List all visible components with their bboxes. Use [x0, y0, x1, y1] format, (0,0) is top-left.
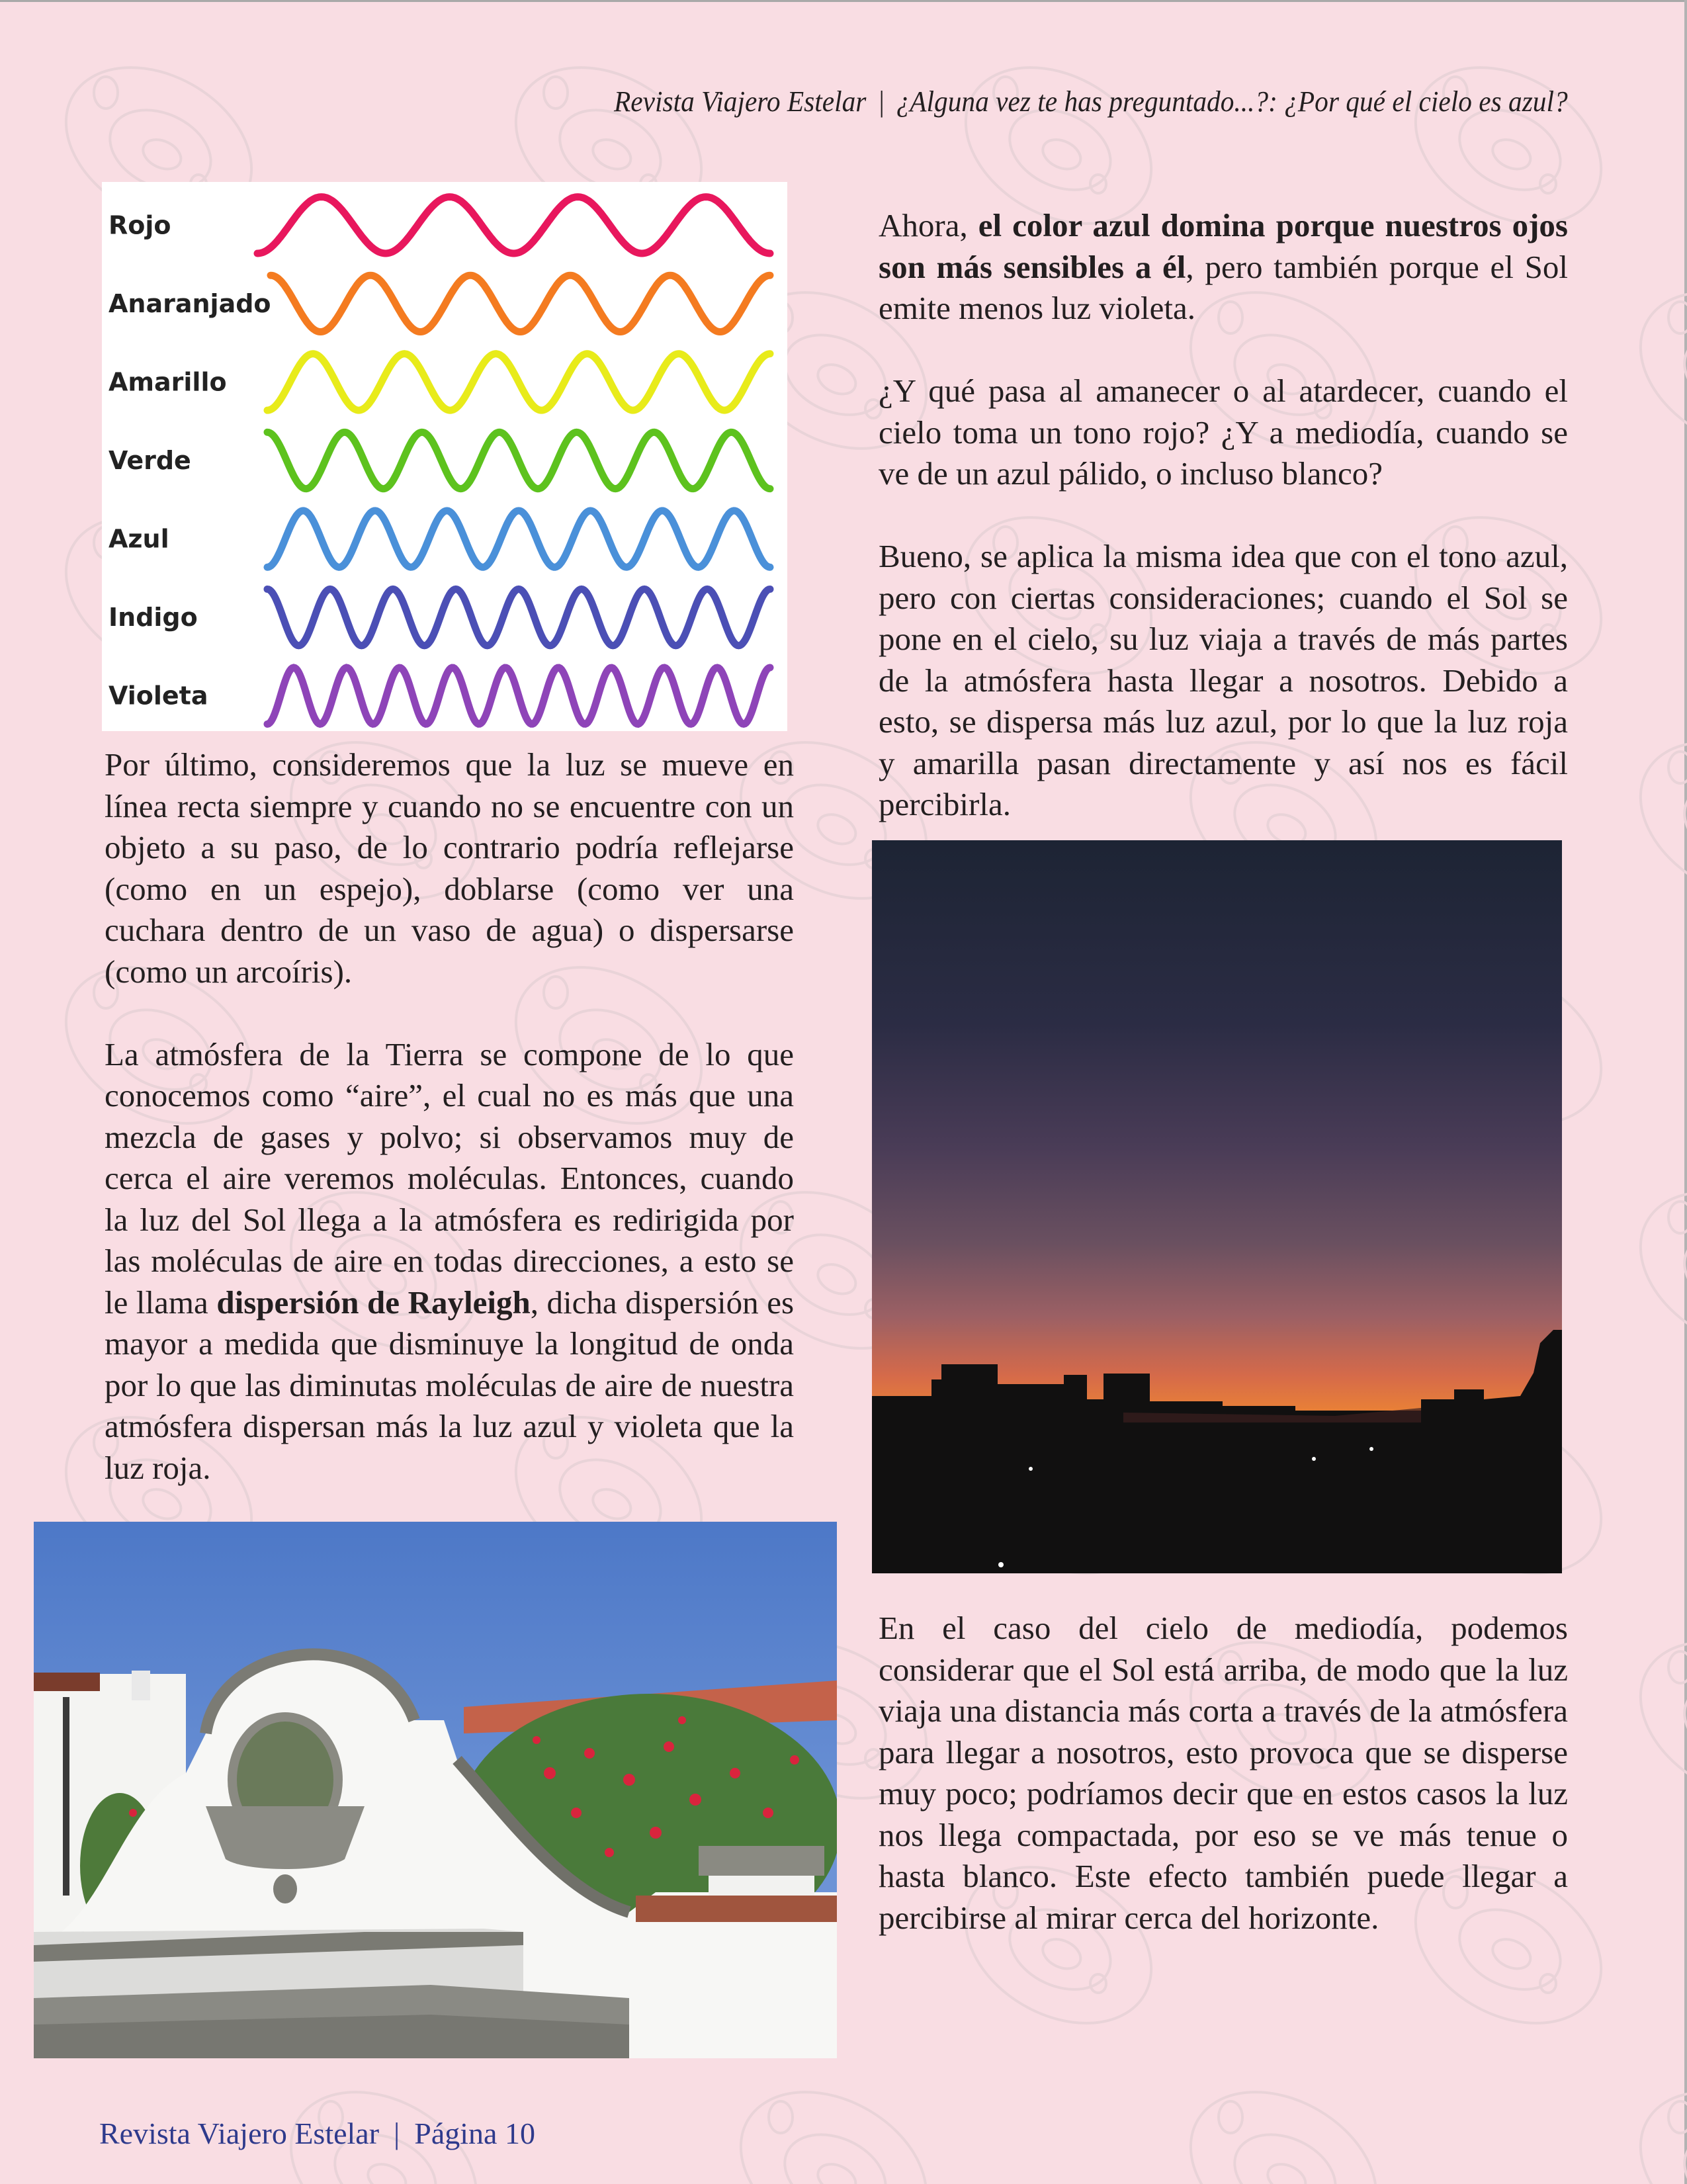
wave-label-rojo: Rojo	[108, 210, 171, 240]
orbit-pattern-motif	[1163, 2060, 1405, 2184]
key-statement-blue: el color azul domina porque nuestros ojos son más sensibles a él	[879, 207, 1568, 285]
wave-anaranjado	[271, 275, 770, 331]
left-column	[105, 744, 794, 1489]
header-separator: |	[877, 85, 886, 118]
wave-label-anaranjado: Anaranjado	[108, 288, 271, 318]
wave-label-violeta: Violeta	[108, 681, 208, 711]
wave-label-amarillo: Amarillo	[108, 367, 227, 397]
wavelength-waves	[102, 182, 787, 731]
orbit-pattern-motif	[1613, 2060, 1687, 2184]
orbit-pattern-motif	[1613, 1160, 1687, 1380]
paragraph-blue-rest: , pero también porque el Sol emite menos luz violeta.	[879, 248, 1568, 326]
paragraph-midday: En el caso del cielo de mediodía, podemos considerar que el Sol está arriba, de modo que la luz viaja una distancia más corta a través de la atmósfera para llegar a nosotros, esto provoca que se disperse muy poco; podríamos decir que en estos casos la luz nos llega compactada, por eso se ve más tenue o hasta blanco. Este efecto también puede llegar a percibirse al mirar cerca del horizonte.	[879, 1610, 1568, 1936]
wave-verde	[267, 432, 770, 488]
wave-amarillo	[267, 354, 770, 410]
sunset-photo	[872, 840, 1562, 1573]
header-section-title: ¿Alguna vez te has preguntado...?: ¿Por qué el cielo es azul?	[896, 85, 1568, 118]
wave-label-indigo: Indigo	[108, 603, 198, 633]
footer-magazine-name: Revista Viajero Estelar	[99, 2117, 380, 2150]
wave-azul	[267, 511, 770, 567]
wave-rojo	[257, 197, 770, 253]
paragraph-blue-dominates	[879, 205, 1568, 329]
paragraph-questions: ¿Y qué pasa al amanecer o al atardecer, cuando el cielo toma un tono rojo? ¿Y a mediodía, cuando se ve de un azul pálido, o incluso blanco?	[879, 372, 1568, 492]
page-footer	[99, 2116, 535, 2151]
term-rayleigh-scattering: dispersión de Rayleigh	[216, 1284, 531, 1321]
paragraph-rayleigh	[105, 1034, 794, 1489]
wave-label-verde: Verde	[108, 446, 191, 475]
paragraph-light-path: Por último, consideremos que la luz se mueve en línea recta siempre y cuando no se encuentre con un objeto a su paso, de lo contrario podría reflejarse (como en un espejo), doblarse (como ver una cuchara dentro de un vaso de agua) o dispersarse (como un arcoíris).	[105, 746, 794, 990]
paragraph-rayleigh-intro: La atmósfera de la Tierra se compone de lo que conocemos como “aire”, el cual no es más que una mezcla de gases y polvo; si observamos muy de cerca el aire veremos moléculas. Entonces, cuando la luz del Sol llega a la atmósfera es redirigida por las moléculas de aire en todas direcciones, a esto se le llama	[105, 1035, 794, 1321]
right-column-top	[879, 205, 1568, 826]
paragraph-sunset: Bueno, se aplica la misma idea que con el tono azul, pero con ciertas consideraciones; cuando el Sol se pone en el cielo, su luz viaja a través de más partes de la atmósfera hasta llegar a nosotros. Debido a esto, se dispersa más luz azul, por lo que la luz roja y amarilla pasan directamente y así nos es fácil percibirla.	[879, 538, 1568, 822]
running-header	[614, 85, 1568, 118]
wave-violeta	[267, 668, 770, 724]
wave-label-azul: Azul	[108, 524, 169, 554]
right-column-bottom	[879, 1608, 1568, 1939]
orbit-pattern-motif	[1613, 1610, 1687, 1830]
wavelength-figure	[102, 182, 787, 731]
orbit-pattern-motif	[1613, 711, 1687, 930]
footer-page-number: Página 10	[414, 2117, 535, 2150]
header-magazine-name: Revista Viajero Estelar	[614, 85, 867, 118]
fountain-photo	[34, 1522, 837, 2058]
paragraph-rayleigh-rest: , dicha dispersión es mayor a medida que disminuye la longitud de onda por lo que las diminutas moléculas de aire de nuestra atmósfera dispersan más la luz azul y violeta que la luz roja.	[105, 1284, 795, 1486]
paragraph-blue-intro: Ahora,	[879, 207, 978, 243]
orbit-pattern-motif	[1613, 261, 1687, 480]
footer-separator: |	[394, 2117, 400, 2150]
wave-indigo	[267, 590, 770, 646]
orbit-pattern-motif	[713, 2060, 955, 2184]
